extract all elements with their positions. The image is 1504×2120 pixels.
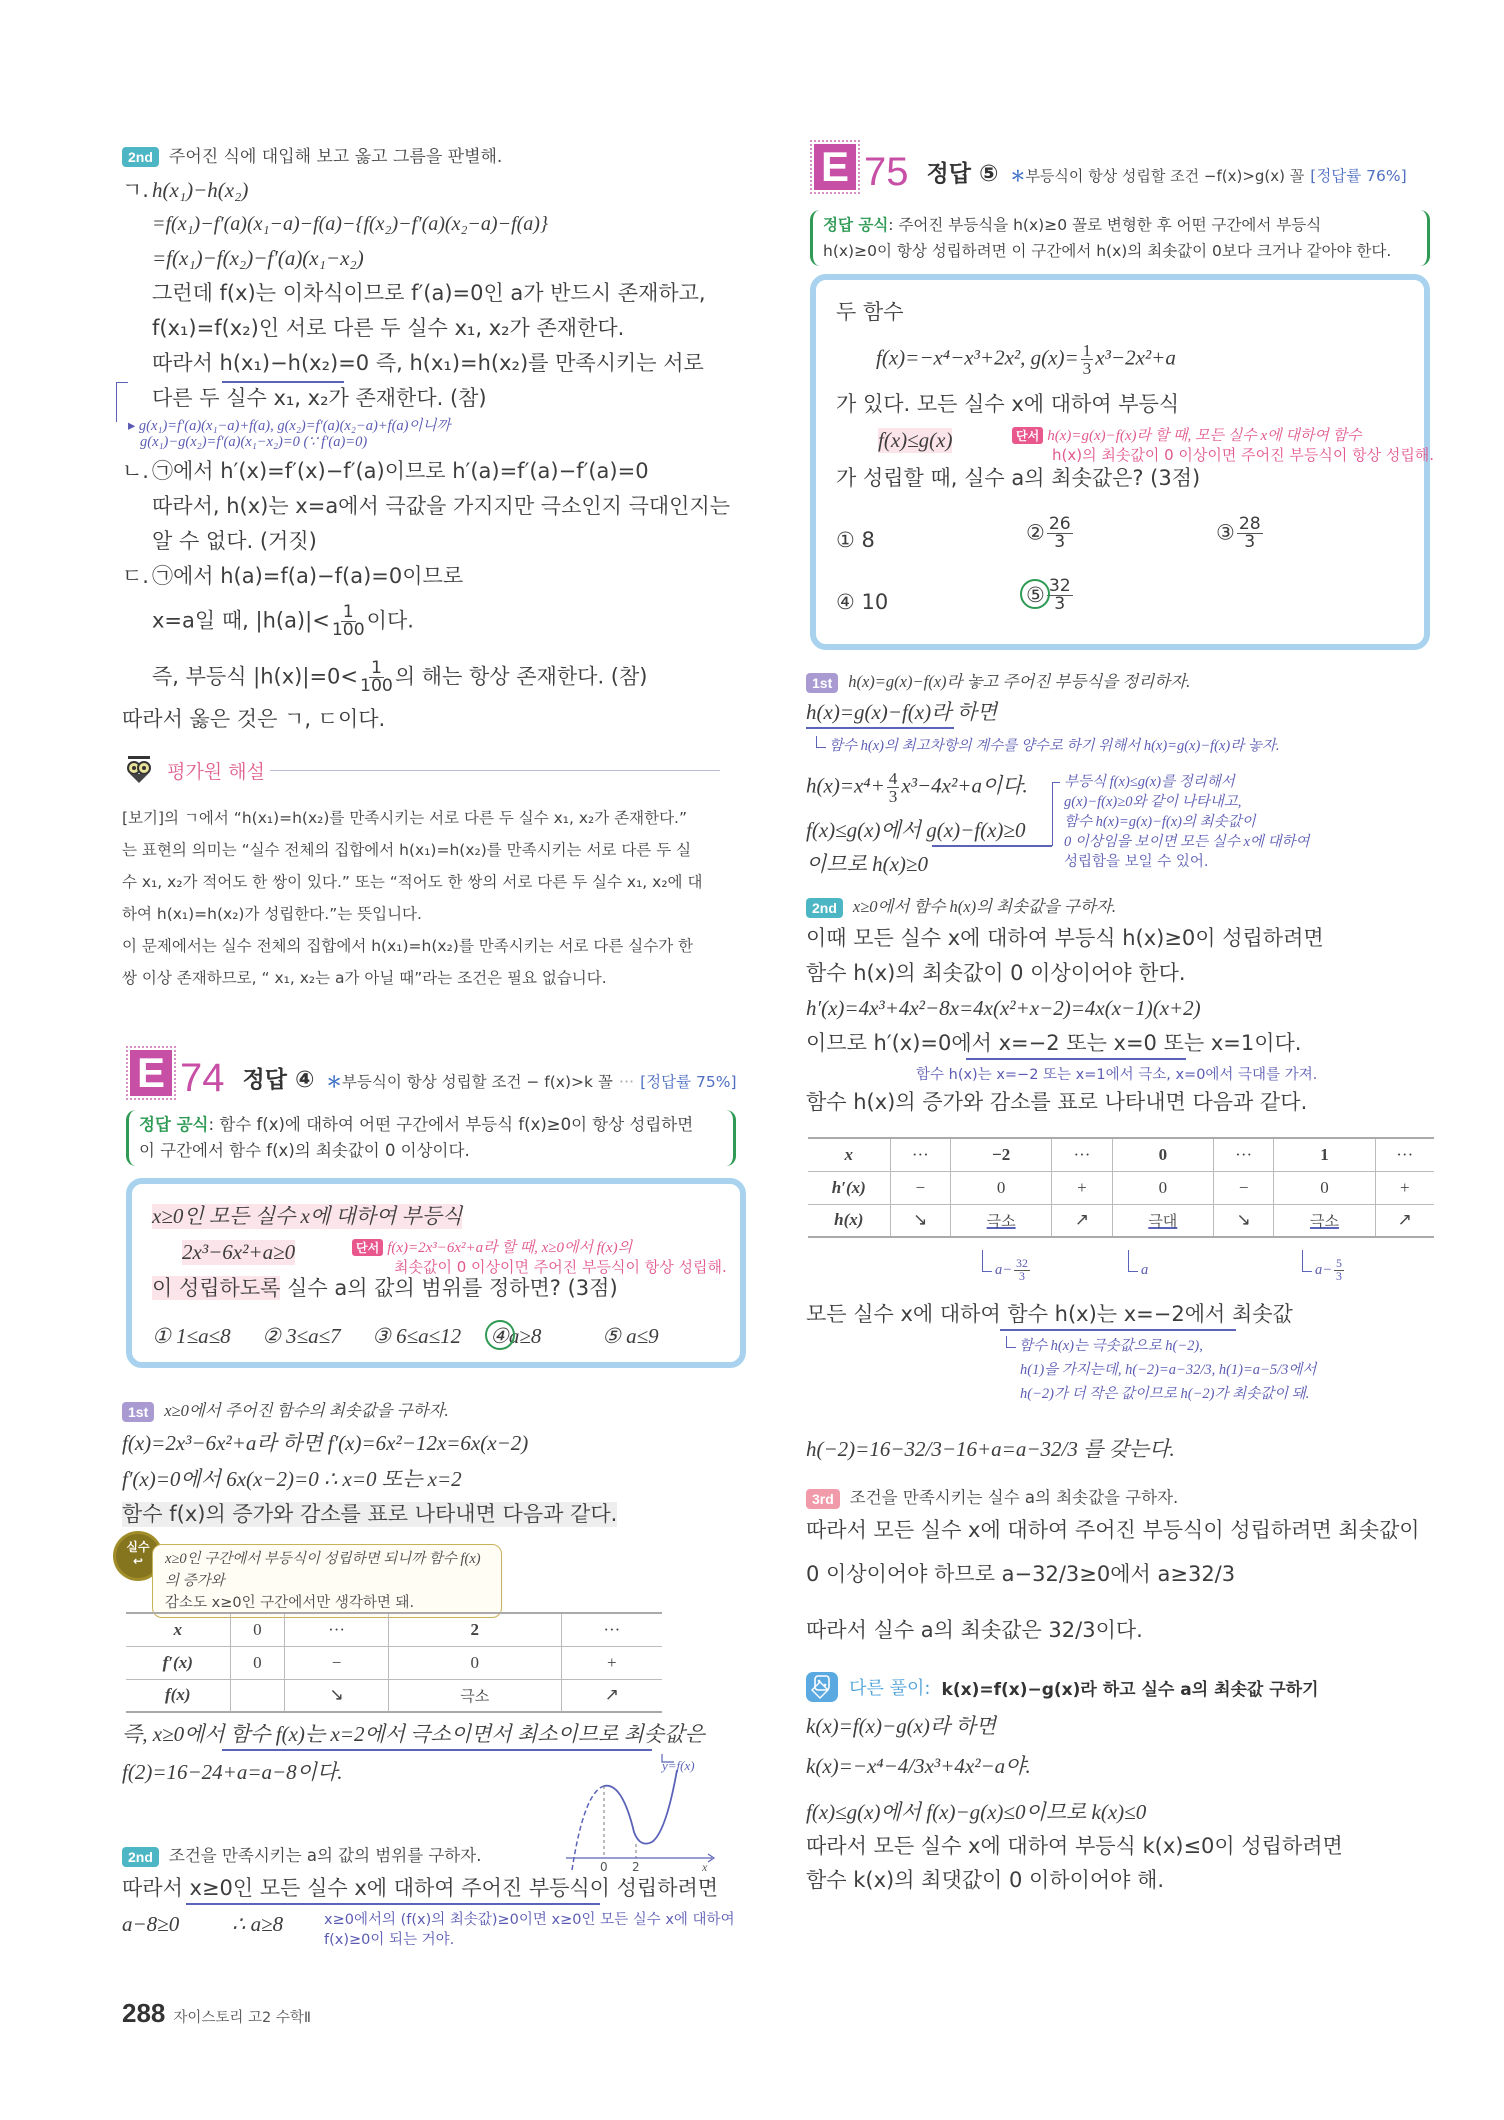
dice-icon xyxy=(806,1672,838,1702)
item-g-line: 따라서 h(x₁)−h(x₂)=0 즉, h(x₁)=h(x₂)를 만족시키는 서로 xyxy=(152,351,704,375)
solution-line: a−8≥0 xyxy=(122,1912,180,1936)
item-g-label: ㄱ. xyxy=(122,178,149,202)
item-n-line: 알 수 없다. (거짓) xyxy=(152,529,317,553)
conclusion: 따라서 옳은 것은 ㄱ, ㄷ이다. xyxy=(122,707,386,731)
question-line: x≥0인 모든 실수 x에 대하여 부등식 xyxy=(152,1204,463,1228)
question-inequality: f(x)≤g(x) xyxy=(878,428,953,452)
solution-line: h(x)=g(x)−f(x)라 하면 xyxy=(806,700,998,724)
hint: 단서 f(x)=2x³−6x²+a라 할 때, x≥0에서 f(x)의 xyxy=(352,1236,632,1257)
problem-74-header: E 74 정답 ④ ＊부등식이 항상 성립할 조건 − f(x)>k 꼴 ··· [정답률 75%] xyxy=(130,1050,737,1101)
solution-line: 따라서 x≥0인 모든 실수 x에 대하여 주어진 부등식이 성립하려면 xyxy=(122,1876,719,1900)
cubic-graph: y=f(x) 0 2 x xyxy=(562,1752,722,1878)
variation-table-h: x ··· −2 ··· 0 ··· 1 ··· h′(x) − 0 + 0 − 0 + h(x) ↘ 극소 ↗ 극대 ↘ 극소 ↗ xyxy=(808,1137,1434,1238)
alt-solution-header xyxy=(806,1672,1319,1702)
choice-2[interactable]: ② $\frac{26}{3}$ xyxy=(1026,514,1071,553)
hint-badge: 단서 xyxy=(1012,427,1043,444)
choice-5[interactable]: ⑤ a≤9 xyxy=(602,1324,659,1348)
eval-paragraph: 수 x₁, x₂가 적어도 한 쌍이 있다.” 또는 “적어도 한 쌍의 서로 다른 두 실수 x₁, x₂에 대 xyxy=(122,873,703,891)
mistake-callout: x≥0인 구간에서 부등식이 성립하면 되니까 함수 f(x)의 증가와 감소도 x≥0인 구간에서만 생각하면 돼. xyxy=(152,1544,502,1618)
question-line: 가 있다. 모든 실수 x에 대하여 부등식 xyxy=(836,392,1180,416)
note: 함수 h(x)는 극솟값으로 h(−2), h(1)을 가지는데, h(−2)=a−32/3, h(1)=a−5/3에서 h(−2)가 더 작은 값이므로 h(−2)가 최솟값이 돼. xyxy=(1006,1334,1316,1406)
solution-line: ∴ a≥8 xyxy=(232,1912,284,1936)
underline xyxy=(222,1749,652,1751)
solution-line: 모든 실수 x에 대하여 함수 h(x)는 x=−2에서 최솟값 xyxy=(806,1302,1293,1326)
question-inequality: 2x³−6x²+a≥0 xyxy=(182,1240,296,1264)
alt-label: 다른 풀이: xyxy=(849,1678,931,1699)
item-g-line: 그런데 f(x)는 이차식이므로 f′(a)=0인 a가 반드시 존재하고, xyxy=(152,281,706,305)
solution-line: 이므로 h(x)≥0 xyxy=(806,852,928,876)
eval-paragraph: 는 표현의 의미는 “실수 전체의 집합에서 h(x₁)=h(x₂)를 만족시키는 서로 다른 두 실 xyxy=(122,841,692,859)
note: x≥0에서의 (f(x)의 최솟값)≥0이면 x≥0인 모든 실수 x에 대하여 xyxy=(324,1912,735,1928)
variation-table-f: x 0 ··· 2 ··· f′(x) 0 − 0 + f(x) ↘ 극소 ↗ xyxy=(126,1612,662,1713)
alt-line: f(x)≤g(x)에서 f(x)−g(x)≤0이므로 k(x)≤0 xyxy=(806,1800,1147,1824)
side-note: 부등식 f(x)≤g(x)를 정리해서 g(x)−f(x)≥0와 같이 나타내고, 함수 h(x)=g(x)−f(x)의 최솟값이 0 이상임을 보이면 모든 실수 x에 대하여 성립함을 보일 수 있어. xyxy=(1064,774,1310,870)
choice-3[interactable]: ③ 6≤a≤12 xyxy=(372,1324,462,1348)
problem-number: 75 xyxy=(864,150,909,194)
problem-74-box xyxy=(126,1178,746,1368)
choice-4[interactable]: ④a≥8 xyxy=(490,1324,541,1349)
solution-line: 이므로 h′(x)=0에서 x=−2 또는 x=0 또는 x=1이다. xyxy=(806,1031,1302,1055)
correct-rate: [정답률 75%] xyxy=(640,1073,737,1091)
answer-label: 정답 ⑤ xyxy=(926,161,999,187)
item-g-line: =f(x₁)−f(x₂)−f′(a)(x₁−x₂) xyxy=(152,246,364,270)
topic: ＊부등식이 항상 성립할 조건 −f(x)>g(x) 꼴 xyxy=(1010,167,1305,185)
solution-line: f(x)=2x³−6x²+a라 하면 f′(x)=6x²−12x=6x(x−2) xyxy=(122,1431,529,1455)
question-functions: f(x)=−x⁴−x³+2x², g(x)= $\frac{1}{3}$ x³−2x²+a xyxy=(876,341,1176,379)
choice-1[interactable]: ① 1≤a≤8 xyxy=(152,1324,231,1348)
eval-header xyxy=(122,756,742,784)
book-title: 자이스토리 고2 수학Ⅱ xyxy=(173,2010,312,2026)
note: f(x)≥0이 되는 거야. xyxy=(324,1932,455,1948)
topic: ＊부등식이 항상 성립할 조건 − f(x)>k 꼴 xyxy=(326,1073,613,1091)
solution-line: 함수 f(x)의 증가와 감소를 표로 나타내면 다음과 같다. xyxy=(122,1502,618,1526)
item-n-line: 따라서, h(x)는 x=a에서 극값을 가지지만 극소인지 극대인지는 xyxy=(152,494,731,518)
hint: 단서 h(x)=g(x)−f(x)라 할 때, 모든 실수 x에 대하여 함수 xyxy=(1012,424,1362,445)
alt-title: k(x)=f(x)−g(x)라 하고 실수 a의 최솟값 구하기 xyxy=(941,1679,1319,1700)
page-number: 288 xyxy=(122,1998,166,2028)
table-note-min2: a− $\frac{5}{3}$ xyxy=(1302,1250,1346,1283)
underline xyxy=(186,1903,600,1905)
eval-paragraph: 쌍 이상 존재하므로, “ x₁, x₂는 a가 아닐 때”라는 조건은 필요 없습니다. xyxy=(122,969,607,987)
eval-paragraph: [보기]의 ㄱ에서 “h(x₁)=h(x₂)를 만족시키는 서로 다른 두 실수 x₁, x₂가 존재한다.” xyxy=(122,809,688,827)
choice-4[interactable]: ④ 10 xyxy=(836,590,889,614)
formula-box: 정답 공식: 주어진 부등식을 h(x)≥0 꼴로 변형한 후 어떤 구간에서 부등식 h(x)≥0이 항상 성립하려면 이 구간에서 h(x)의 최솟값이 0보다 크거나 같아야 한다. xyxy=(810,210,1430,266)
question-line: 두 함수 xyxy=(836,300,904,324)
choice-5[interactable]: ⑤ $\frac{32}{3}$ xyxy=(1026,578,1075,613)
choice-3[interactable]: ③ $\frac{28}{3}$ xyxy=(1216,514,1261,553)
underline xyxy=(1000,1329,1236,1331)
correct-rate: [정답률 76%] xyxy=(1310,167,1407,185)
solution-line: h′(x)=4x³+4x²−8x=4x(x²+x−2)=4x(x−1)(x+2) xyxy=(806,996,1201,1020)
choice-2[interactable]: ② 3≤a≤7 xyxy=(262,1324,341,1348)
table-note-max: a xyxy=(1128,1250,1148,1279)
item-n-label: ㄴ. xyxy=(122,459,149,483)
note-connector xyxy=(116,382,128,422)
note-connector xyxy=(1052,782,1060,846)
item-d-label: ㄷ. xyxy=(122,564,149,588)
step-2nd-header: 2nd 주어진 식에 대입해 보고 옳고 그름을 판별해. xyxy=(122,142,502,167)
problem-number: 74 xyxy=(180,1056,225,1100)
underline xyxy=(966,1058,1186,1060)
owl-icon xyxy=(122,756,156,784)
choice-1[interactable]: ① 8 xyxy=(836,528,875,552)
hint: 최솟값이 0 이상이면 주어진 부등식이 항상 성립해. xyxy=(394,1258,727,1276)
page-footer xyxy=(122,1998,311,2029)
underline xyxy=(222,381,344,383)
item-g-line: 다른 두 실수 x₁, x₂가 존재한다. (참) xyxy=(152,386,487,410)
item-g-note: g(x₁)−g(x₂)=f′(a)(x₁−x₂)=0 (∵ f′(a)=0) xyxy=(140,434,368,450)
eval-paragraph: 이 문제에서는 실수 전체의 집합에서 h(x₁)=h(x₂)를 만족시키는 서로 다른 실수가 한 xyxy=(122,937,694,955)
solution-line: h(−2)=16−32/3−16+a=a−32/3 를 갖는다. xyxy=(806,1437,1175,1461)
underline xyxy=(806,727,954,729)
solution-line: 함수 h(x)의 최솟값이 0 이상이어야 한다. xyxy=(806,961,1186,985)
problem-75-header xyxy=(814,144,1407,195)
solution-line: f′(x)=0에서 6x(x−2)=0 ∴ x=0 또는 x=2 xyxy=(122,1467,462,1491)
e-badge: E xyxy=(814,144,856,190)
selected-answer-circle xyxy=(1020,579,1050,609)
formula-box: 정답 공식: 함수 f(x)에 대하여 어떤 구간에서 부등식 f(x)≥0이 항상 성립하면 이 구간에서 함수 f(x)의 최솟값이 0 이상이다. xyxy=(126,1110,736,1166)
alt-line: 따라서 모든 실수 x에 대하여 부등식 k(x)≤0이 성립하려면 xyxy=(806,1834,1343,1858)
hint: h(x)의 최솟값이 0 이상이면 주어진 부등식이 항상 성립해. xyxy=(1052,446,1435,464)
mistake-seal-icon: 실수 ↩ xyxy=(116,1534,160,1578)
item-d-line: 즉, 부등식 |h(x)|=0< $\frac{1}{100}$ 의 해는 항상 존재한다. (참) xyxy=(152,658,648,697)
solution-line: f(x)≤g(x)에서 g(x)−f(x)≥0 xyxy=(806,818,1026,842)
alt-line: 함수 k(x)의 최댓값이 0 이하이어야 해. xyxy=(806,1868,1165,1892)
question-line: 이 성립하도록 실수 a의 값의 범위를 정하면? (3점) xyxy=(152,1276,618,1300)
problem-75-box xyxy=(810,274,1435,650)
item-n-line: ㉠에서 h′(x)=f′(x)−f′(a)이므로 h′(a)=f′(a)−f′(a)=0 xyxy=(152,459,649,483)
solution-line: f(2)=16−24+a=a−8이다. xyxy=(122,1760,343,1784)
solution-line: h(x)=x⁴+ $\frac{4}{3}$ x³−4x²+a이다. xyxy=(806,769,1028,807)
item-d-line: ㉠에서 h(a)=f(a)−f(a)=0이므로 xyxy=(152,564,464,588)
note: 함수 h(x)는 x=−2 또는 x=1에서 극소, x=0에서 극대를 가져. xyxy=(916,1067,1318,1083)
item-g-note: ▸ g(x₁)=f′(a)(x₁−a)+f(a), g(x₂)=f′(a)(x₂−a)+f(a)이니까 xyxy=(128,418,451,434)
solution-line: 따라서 모든 실수 x에 대하여 주어진 부등식이 성립하려면 최솟값이 xyxy=(806,1518,1420,1542)
eval-title: 평가원 해설 xyxy=(167,760,265,783)
step-badge: 2nd xyxy=(122,147,159,167)
solution-line: 따라서 실수 a의 최솟값은 32/3이다. xyxy=(806,1618,1143,1642)
divider xyxy=(270,770,720,771)
step-2nd-header: 2nd 조건을 만족시키는 a의 값의 범위를 구하자. xyxy=(122,1842,481,1867)
alt-line: k(x)=f(x)−g(x)라 하면 xyxy=(806,1714,997,1738)
solution-line: 0 이상이어야 하므로 a−32/3≥0에서 a≥32/3 xyxy=(806,1562,1236,1586)
item-d-line: x=a일 때, |h(a)|< $\frac{1}{100}$ 이다. xyxy=(152,602,414,641)
item-g-line: h(x₁)−h(x₂) xyxy=(152,178,249,202)
solution-line: 이때 모든 실수 x에 대하여 부등식 h(x)≥0이 성립하려면 xyxy=(806,926,1324,950)
selected-answer-circle xyxy=(485,1320,515,1350)
eval-paragraph: 하여 h(x₁)=h(x₂)가 성립한다.”는 뜻입니다. xyxy=(122,905,422,923)
note: 함수 h(x)의 최고차항의 계수를 양수로 하기 위해서 h(x)=g(x)−f(x)라 놓자. xyxy=(816,734,1280,755)
hint-badge: 단서 xyxy=(352,1239,383,1256)
step-1st-header: 1st h(x)=g(x)−f(x)라 놓고 주어진 부등식을 정리하자. xyxy=(806,668,1190,693)
step-2nd-header: 2nd x≥0에서 함수 h(x)의 최솟값을 구하자. xyxy=(806,893,1116,918)
solution-line: 함수 h(x)의 증가와 감소를 표로 나타내면 다음과 같다. xyxy=(806,1090,1308,1114)
step-1st-header: 1st x≥0에서 주어진 함수의 최솟값을 구하자. xyxy=(122,1397,449,1422)
answer-label: 정답 ④ xyxy=(242,1067,315,1093)
step-3rd-header: 3rd 조건을 만족시키는 실수 a의 최솟값을 구하자. xyxy=(806,1484,1178,1509)
underline xyxy=(932,845,1052,847)
item-g-line: f(x₁)=f(x₂)인 서로 다른 두 실수 x₁, x₂가 존재한다. xyxy=(152,316,625,340)
table-note-min1: a− $\frac{32}{3}$ xyxy=(982,1250,1032,1283)
item-g-line: =f(x₁)−f′(a)(x₁−a)−f(a)−{f(x₂)−f′(a)(x₂−a)−f(a)} xyxy=(152,213,548,235)
question-line: 가 성립할 때, 실수 a의 최솟값은? (3점) xyxy=(836,466,1201,490)
alt-line: k(x)=−x⁴−4/3x³+4x²−a야. xyxy=(806,1754,1031,1778)
e-badge: E xyxy=(130,1050,172,1096)
solution-line: 즉, x≥0에서 함수 f(x)는 x=2에서 극소이면서 최소이므로 최솟값은 xyxy=(122,1722,705,1746)
